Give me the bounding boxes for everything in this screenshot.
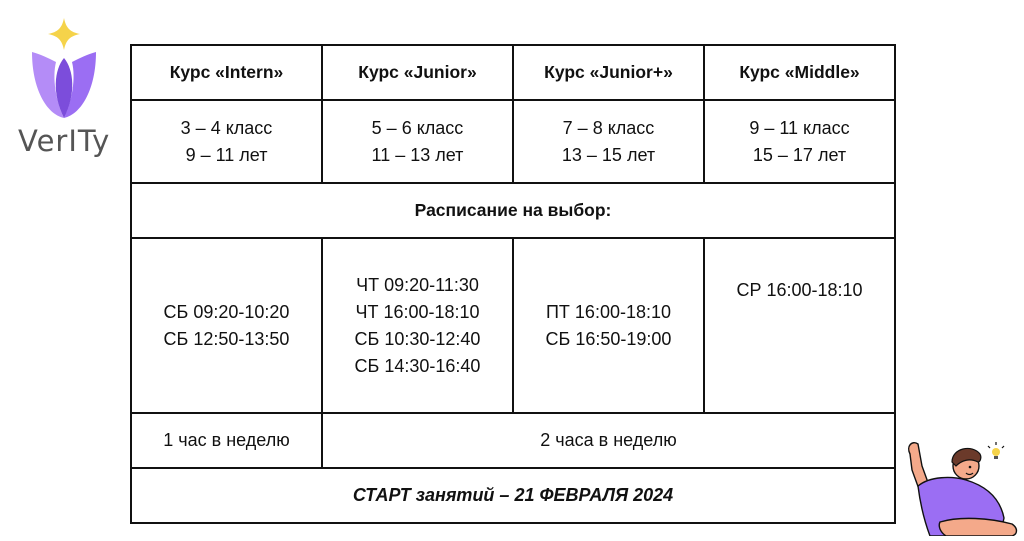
course-title-junior: Курс «Junior» <box>322 45 513 100</box>
schedule-cell-junior <box>322 238 513 413</box>
grade-age-cell <box>513 100 704 183</box>
grade-text: 7 – 8 класс <box>562 117 655 138</box>
age-text: 11 – 13 лет <box>371 144 464 165</box>
logo-text: VerITy <box>18 124 111 158</box>
grade-text: 3 – 4 класс <box>180 117 273 138</box>
time-slot: СР 16:00-18:10 <box>736 280 863 300</box>
time-slot: ЧТ 16:00-18:10 <box>355 301 480 322</box>
age-text: 9 – 11 лет <box>185 144 268 165</box>
time-slot: ЧТ 09:20-11:30 <box>356 274 479 295</box>
age-text: 15 – 17 лет <box>752 144 847 165</box>
age-text: 13 – 15 лет <box>561 144 656 165</box>
time-slot: СБ 14:30-16:40 <box>354 355 481 376</box>
course-title-row <box>131 45 895 100</box>
illustration <box>900 436 1024 536</box>
sparkle-icon <box>48 18 80 50</box>
hours-rest: 2 часа в неделю <box>322 413 895 468</box>
course-title-middle: Курс «Middle» <box>704 45 895 100</box>
schedule-heading: Расписание на выбор: <box>131 183 895 238</box>
start-row <box>131 468 895 523</box>
time-slot: СБ 16:50-19:00 <box>545 328 672 349</box>
grade-age-cell <box>131 100 322 183</box>
course-title-intern: Курс «Intern» <box>131 45 322 100</box>
waving-person-icon <box>900 436 1024 536</box>
time-slot: ПТ 16:00-18:10 <box>545 301 671 322</box>
lightbulb-icon <box>988 442 1004 459</box>
hours-first: 1 час в неделю <box>131 413 322 468</box>
grade-text: 9 – 11 класс <box>749 117 850 138</box>
time-slot: СБ 12:50-13:50 <box>163 328 290 349</box>
tulip-icon <box>28 18 100 122</box>
grade-age-cell <box>704 100 895 183</box>
grade-age-cell <box>322 100 513 183</box>
grade-text: 5 – 6 класс <box>371 117 464 138</box>
schedule-cell-intern <box>131 238 322 413</box>
course-title-junior-plus: Курс «Junior+» <box>513 45 704 100</box>
schedule-table <box>130 44 896 524</box>
schedule-cell-middle <box>704 238 895 413</box>
logo <box>14 18 114 158</box>
schedule-cell-junior-plus <box>513 238 704 413</box>
start-date: СТАРТ занятий – 21 ФЕВРАЛЯ 2024 <box>131 468 895 523</box>
time-slot: СБ 10:30-12:40 <box>354 328 481 349</box>
hours-row <box>131 413 895 468</box>
grade-age-row <box>131 100 895 183</box>
schedule-times-row <box>131 238 895 413</box>
time-slot: СБ 09:20-10:20 <box>163 301 290 322</box>
schedule-heading-row <box>131 183 895 238</box>
